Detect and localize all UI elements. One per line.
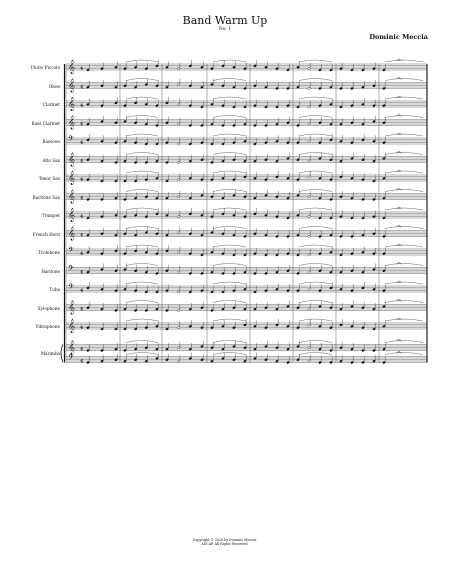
instrument-label: French Horn	[32, 231, 60, 237]
tie	[385, 116, 423, 118]
time-signature: 4	[80, 196, 84, 202]
tie	[299, 353, 332, 355]
bass-clef-icon: 𝄢	[68, 135, 74, 146]
time-signature: 4	[80, 233, 84, 239]
tie	[126, 97, 158, 99]
tie	[126, 171, 158, 173]
treble-clef-icon: 𝄞	[68, 59, 76, 74]
fermata-dot	[399, 97, 400, 98]
time-signature: 4	[80, 122, 84, 128]
tie	[299, 134, 332, 136]
treble-clef-icon: 𝄞	[68, 226, 76, 240]
treble-clef-icon: 𝄞	[68, 78, 76, 92]
tie	[126, 353, 158, 355]
tie	[213, 190, 246, 192]
tie	[126, 190, 158, 192]
treble-clef-icon: 𝄞	[68, 300, 76, 314]
treble-clef-icon: 𝄞	[68, 96, 76, 111]
tie	[299, 319, 332, 321]
system-barlines	[66, 64, 427, 363]
fermata-dot	[399, 134, 400, 135]
tie	[299, 227, 332, 229]
tie	[213, 227, 246, 229]
tie	[299, 116, 332, 118]
time-signature: 4	[80, 178, 84, 183]
tie	[385, 134, 423, 136]
bass-clef-icon: 𝄢	[68, 354, 74, 364]
tie	[126, 341, 158, 343]
tie	[385, 171, 423, 173]
bass-clef-icon: 𝄢	[68, 283, 74, 294]
treble-clef-icon: 𝄞	[68, 340, 76, 354]
instrument-label: Alto Sax	[42, 157, 60, 163]
tie	[299, 79, 332, 81]
instrument-label: Trumpet	[41, 213, 60, 218]
tie	[126, 208, 158, 210]
tie	[299, 245, 332, 247]
treble-clef-icon: 𝄞	[68, 207, 76, 222]
time-signature: 4	[80, 347, 84, 353]
tie	[385, 227, 423, 229]
instrument-label: Tenor Sax	[38, 176, 60, 181]
fermata-dot	[399, 208, 400, 209]
tie	[385, 208, 423, 210]
treble-clef-icon: 𝄞	[68, 115, 76, 129]
fermata-dot	[399, 263, 400, 264]
instrument-label: Vibraphone	[35, 324, 60, 329]
instrument-label: Trombone	[38, 250, 60, 255]
tie	[213, 245, 246, 247]
fermata-dot	[399, 300, 400, 301]
instrument-label: Tuba	[49, 287, 60, 292]
tie	[213, 341, 246, 343]
time-signature: 4	[80, 307, 84, 313]
tie	[299, 282, 332, 284]
tie	[213, 301, 246, 303]
brace	[61, 345, 63, 363]
tie	[213, 171, 246, 173]
tie	[213, 208, 246, 210]
tie	[299, 208, 332, 210]
bass-clef-icon: 𝄢	[68, 265, 74, 275]
time-signature: 4	[80, 359, 84, 365]
fermata-dot	[399, 189, 400, 190]
fermata-dot	[399, 171, 400, 172]
tie	[385, 60, 423, 62]
fermata-dot	[399, 282, 400, 283]
fermata-dot	[399, 352, 400, 353]
tie	[299, 190, 332, 192]
tie	[385, 264, 423, 266]
tie	[299, 171, 332, 173]
tie	[126, 79, 158, 81]
time-signature: 4	[80, 215, 84, 220]
time-signature: 4	[80, 85, 84, 91]
tie	[213, 97, 246, 99]
tie	[385, 282, 423, 284]
fermata-dot	[399, 319, 400, 320]
time-signature: 4	[80, 289, 84, 294]
tie	[299, 97, 332, 99]
instrument-label: Flute/ Piccolo	[30, 65, 60, 70]
tie	[213, 353, 246, 355]
instrument-label: Bass Clarinet	[31, 120, 60, 126]
tie	[299, 60, 332, 62]
tie	[213, 264, 246, 266]
instrument-label: Baritone Sax	[32, 194, 60, 200]
fermata-dot	[399, 245, 400, 246]
tie	[213, 153, 246, 155]
instrument-label: Baritone	[41, 268, 60, 274]
fermata-dot	[399, 60, 400, 61]
treble-clef-icon: 𝄞	[68, 189, 76, 203]
tie	[385, 190, 423, 192]
time-signature: 4	[80, 159, 84, 165]
tie	[385, 301, 423, 303]
instrument-label: Bassoon	[42, 139, 60, 144]
tie	[126, 282, 158, 284]
copyright-line-1: Copyright © 2020 by Dominic Meccia.	[192, 538, 258, 542]
bass-clef-icon: 𝄢	[68, 246, 74, 257]
copyright-notice	[0, 538, 450, 547]
fermata-dot	[399, 340, 400, 341]
instrument-label: Clarinet	[42, 102, 60, 107]
tie	[385, 79, 423, 81]
time-signature: 4	[80, 141, 84, 146]
time-signature: 4	[80, 67, 84, 72]
tie	[385, 353, 423, 355]
fermata-dot	[399, 78, 400, 79]
tie	[126, 153, 158, 155]
tie	[213, 134, 246, 136]
copyright-line-2: ASCAP. All Rights Reserved.	[201, 542, 249, 547]
tie	[126, 264, 158, 266]
treble-clef-icon: 𝄞	[68, 152, 76, 166]
time-signature: 4	[80, 270, 84, 276]
tie	[385, 153, 423, 155]
tie	[385, 97, 423, 99]
tie	[299, 301, 332, 303]
tie	[299, 341, 332, 343]
tie	[126, 60, 158, 62]
treble-clef-icon: 𝄞	[68, 170, 76, 185]
instrument-label: Xylophone	[37, 305, 60, 311]
score-title: Band Warm Up	[182, 14, 268, 27]
tie	[213, 282, 246, 284]
tie	[126, 319, 158, 321]
tie	[213, 79, 246, 81]
tie	[385, 319, 423, 321]
fermata-dot	[399, 115, 400, 116]
tie	[299, 264, 332, 266]
tie	[213, 116, 246, 118]
score-subtitle: No. 1	[218, 27, 232, 32]
time-signature: 4	[80, 104, 84, 109]
fermata-dot	[399, 226, 400, 227]
tie	[299, 153, 332, 155]
tie	[126, 301, 158, 303]
composer-name: Dominic Meccia	[369, 33, 428, 41]
tie	[126, 134, 158, 136]
time-signature: 4	[80, 326, 84, 331]
fermata-dot	[399, 152, 400, 153]
tie	[126, 116, 158, 118]
time-signature: 4	[80, 252, 84, 257]
instrument-label: Oboe	[48, 83, 60, 89]
tie	[385, 245, 423, 247]
tie	[126, 227, 158, 229]
tie	[385, 341, 423, 343]
tie	[126, 245, 158, 247]
instrument-label: Marimba	[40, 350, 60, 356]
tie	[213, 60, 246, 62]
treble-clef-icon: 𝄞	[68, 318, 76, 333]
tie	[213, 319, 246, 321]
